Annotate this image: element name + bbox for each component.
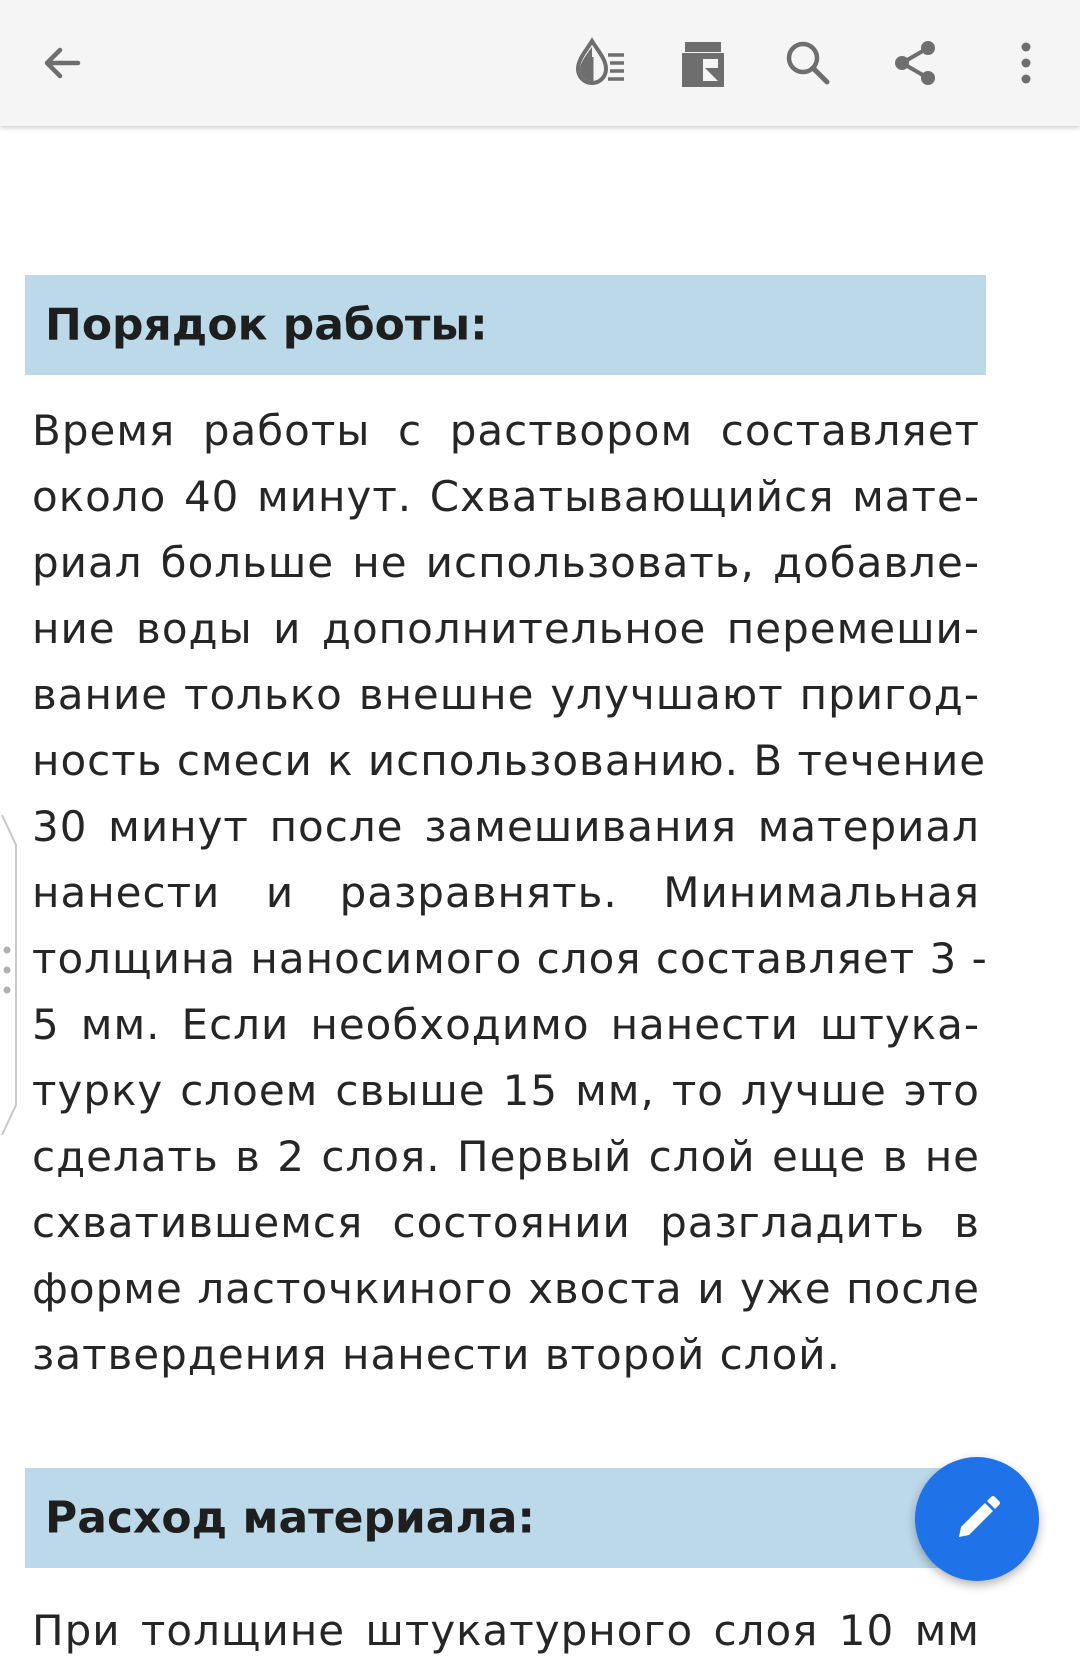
share-icon bbox=[892, 39, 940, 87]
text-line: форме ласточкиного хвоста и уже после bbox=[32, 1264, 980, 1313]
edge-panel-handle[interactable] bbox=[0, 815, 22, 1135]
search-button[interactable] bbox=[768, 23, 848, 103]
reading-mode-button[interactable] bbox=[560, 23, 640, 103]
share-button[interactable] bbox=[876, 23, 956, 103]
more-vert-icon bbox=[1016, 39, 1036, 87]
section-header bbox=[25, 275, 986, 375]
text-line: Время работы с раствором составляет bbox=[32, 406, 980, 455]
section-title: Порядок работы: bbox=[45, 299, 488, 351]
text-line: турку слоем свыше 15 мм, то лучше это bbox=[32, 1066, 980, 1115]
reading-mode-icon bbox=[572, 35, 628, 91]
section-header bbox=[25, 1468, 986, 1568]
more-options-button[interactable] bbox=[986, 23, 1066, 103]
text-line: толщина наносимого слоя составляет 3 - bbox=[32, 934, 988, 983]
edit-fab-button[interactable] bbox=[915, 1457, 1039, 1581]
text-line: ние воды и дополнительное перемеши- bbox=[32, 604, 980, 653]
text-line: сделать в 2 слоя. Первый слой еще в не bbox=[32, 1132, 980, 1181]
section-body-text bbox=[32, 398, 988, 1388]
page-layout-icon bbox=[681, 38, 727, 88]
text-line: 5 мм. Если необходимо нанести штука- bbox=[32, 1000, 980, 1049]
text-line: ность смеси к использованию. В течение bbox=[32, 736, 987, 785]
text-line: 30 минут после замешивания материал bbox=[32, 802, 980, 851]
page-layout-button[interactable] bbox=[664, 23, 744, 103]
section-title: Расход материала: bbox=[45, 1492, 536, 1544]
text-line: нанести и разравнять. Минимальная bbox=[32, 868, 980, 917]
document-page[interactable] bbox=[0, 126, 1080, 1655]
edit-pencil-icon bbox=[951, 1493, 1003, 1545]
search-icon bbox=[783, 38, 833, 88]
top-app-bar bbox=[0, 0, 1080, 126]
text-line: вание только внешне улучшают пригод- bbox=[32, 670, 980, 719]
text-line: риал больше не использовать, добавле- bbox=[32, 538, 980, 587]
back-arrow-icon bbox=[38, 39, 86, 87]
back-button[interactable] bbox=[22, 23, 102, 103]
text-line: около 40 минут. Схватывающийся мате- bbox=[32, 472, 980, 521]
text-line: схватившемся состоянии разгладить в bbox=[32, 1198, 980, 1247]
text-line: При толщине штукатурного слоя 10 мм bbox=[32, 1606, 980, 1655]
text-line: затвердения нанести второй слой. bbox=[32, 1330, 841, 1379]
